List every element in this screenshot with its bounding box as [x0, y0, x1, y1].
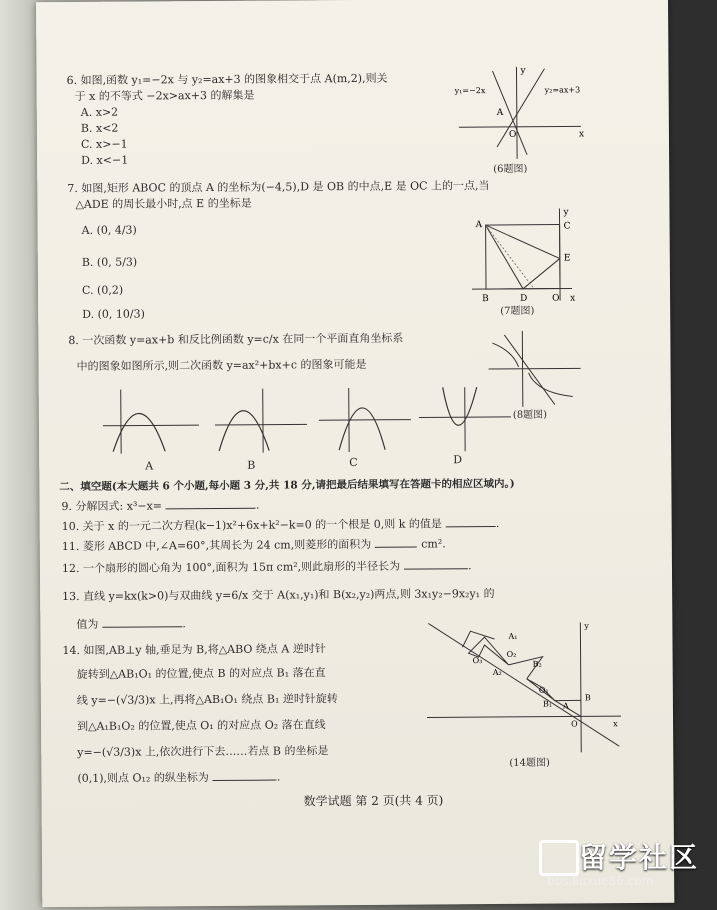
q7-option-b: B. (0, 5/3): [81, 255, 138, 269]
q14-label-o1: O₁: [538, 685, 549, 695]
q14-line2: 旋转到△AB₁O₁ 的位置,使点 B 的对应点 B₁ 落在直: [76, 666, 326, 681]
q14-label-o: O: [571, 719, 578, 729]
q14-y-axis: [580, 622, 581, 752]
q6-y-axis: [516, 67, 517, 159]
q6-label-a: A: [496, 107, 504, 118]
q6-option-b: B. x<2: [80, 121, 119, 135]
q7-caption: (7题图): [500, 305, 535, 317]
q7-label-d: D: [520, 293, 528, 304]
q8-choice-c-label: C: [349, 455, 358, 470]
q14-caption: (14题图): [509, 757, 550, 769]
exam-page: [36, 0, 674, 907]
q8-choice-b-label: B: [247, 458, 256, 472]
q14-line4: 到△A₁B₁O₂ 的位置,使点 O₁ 的对应点 O₂ 落在直线: [77, 718, 326, 733]
q7-stem-line2: △ADE 的周长最小时,点 E 的坐标是: [75, 196, 252, 211]
q8-caption: (8题图): [512, 409, 548, 421]
q7-figure: [467, 204, 578, 305]
q7-stem-line1: 7. 如图,矩形 ABOC 的顶点 A 的坐标为(−4,5),D 是 OB 的中点,E 是 OC 上的一点,当: [67, 179, 490, 195]
q8-choice-a-graph: [99, 385, 209, 456]
q14-label-a: A: [562, 701, 569, 711]
q14-label-o2: O₂: [506, 649, 517, 659]
q7-label-o: O: [552, 293, 560, 304]
q10: 10. 关于 x 的一元二次方程(k−1)x²+6x+k²−k=0 的一个根是 0,则 k 的值是 .: [61, 516, 500, 534]
q14-label-a2: A₂: [492, 667, 502, 678]
q14-label-a1-top: A₁: [508, 631, 518, 641]
q7-segment-de: [523, 259, 560, 289]
q7-label-y: y: [563, 207, 569, 218]
q6-stem-line1: 6. 如图,函数 y₁=−2x 与 y₂=ax+3 的图象相交于点 A(m,2),则关: [66, 71, 388, 87]
q6-caption: (6题图): [493, 163, 528, 176]
q9: 9. 分解因式: x³−x= .: [61, 498, 260, 514]
q7-label-b: B: [482, 294, 489, 305]
q6-label-y: y: [520, 65, 526, 76]
q8-hyperbola-branch-1: [492, 343, 518, 367]
q14-line-neg-sqrt3: [428, 622, 619, 747]
q6-label-y1: y₁=−2x: [454, 86, 486, 96]
q7-label-e: E: [563, 253, 571, 264]
watermark-url: bbs.liuxue86.com: [547, 874, 654, 888]
q7-label-x: x: [570, 293, 576, 304]
q8-choice-d-label: D: [453, 453, 463, 467]
q8-choice-b-graph: [211, 384, 311, 455]
q14-label-b: B: [584, 693, 591, 703]
page-footer: 数学试题 第 2 页(共 4 页): [303, 793, 444, 809]
q14-label-y: y: [584, 621, 589, 631]
q7-label-a: A: [475, 220, 483, 231]
q8-choice-a-label: A: [145, 459, 154, 473]
q7-segment-ad: [486, 225, 523, 289]
q7-helper-line: [486, 225, 534, 289]
q7-segment-ae: [486, 225, 560, 260]
q6-stem-line2: 于 x 的不等式 −2x>ax+3 的解集是: [74, 88, 255, 103]
q8-y-axis: [522, 331, 523, 407]
q6-label-o: O: [508, 129, 517, 140]
q7-rectangle: [486, 225, 560, 290]
q13-line1: 13. 直线 y=kx(k>0)与双曲线 y=6/x 交于 A(x₁,y₁)和 B(x₂,y₂)两点,则 3x₁y₂−9x₂y₁ 的: [62, 587, 495, 604]
q8-choice-d-graph: [415, 383, 515, 454]
q6-option-c: C. x>−1: [80, 137, 128, 151]
q14-label-b2: B₂: [532, 659, 542, 669]
q8-x-axis: [489, 368, 581, 369]
q14-line3: 线 y=−(√3/3)x 上,再将△AB₁O₁ 绕点 B₁ 逆时针旋转: [76, 692, 338, 707]
q8-stem-line2: 中的图象如图所示,则二次函数 y=ax²+bx+c 的图象可能是: [76, 357, 367, 373]
q14-line1: 14. 如图,AB⊥y 轴,垂足为 B,将△ABO 绕点 A 逆时针: [62, 642, 326, 658]
q14-triangle-a2: [462, 631, 494, 647]
q7-option-d: D. (0, 10/3): [82, 307, 145, 321]
q7-label-c: C: [563, 221, 571, 232]
q11: 11. 菱形 ABCD 中,∠A=60°,其周长为 24 cm,则菱形的面积为 cm².: [61, 537, 446, 554]
section2-heading: 二、填空题(本大题共 6 个小题,每小题 3 分,共 18 分,请把最后结果填写在答题卡的相应区域内。): [59, 477, 515, 494]
watermark-title: 留学社区: [579, 841, 700, 874]
q6-label-y2: y₂=ax+3: [544, 85, 581, 95]
q8-stem-line1: 8. 一次函数 y=ax+b 和反比例函数 y=c/x 在同一个平面直角坐标系: [68, 331, 404, 347]
q7-option-a: A. (0, 4/3): [81, 223, 137, 237]
q13-line2: 值为 .: [76, 617, 186, 631]
q14-line6: (0,1),则点 O₁₂ 的纵坐标为 .: [77, 770, 281, 785]
q6-line-y2: [496, 69, 545, 147]
q6-label-x: x: [578, 129, 585, 140]
q14-figure: [422, 616, 623, 757]
q14-label-x: x: [613, 719, 618, 729]
q8-hyperbola-branch-2: [529, 372, 573, 396]
q6-figure: [448, 62, 589, 163]
q12: 12. 一个扇形的圆心角为 100°,面积为 15π cm²,则此扇形的半径长为 .: [61, 559, 472, 576]
q14-x-axis: [427, 716, 621, 717]
q7-option-c: C. (0,2): [81, 283, 124, 297]
q6-option-a: A. x>2: [80, 105, 119, 119]
q6-x-axis: [459, 126, 581, 127]
watermark: [539, 836, 709, 896]
q8-choice-c-graph: [315, 384, 415, 455]
q14-label-o3: O₃: [472, 656, 483, 666]
q14-line5: y=−(√3/3)x 上,依次进行下去……若点 B 的坐标是: [77, 744, 329, 759]
q6-option-d: D. x<−1: [81, 153, 129, 167]
watermark-logo-icon: [539, 840, 579, 876]
q14-label-b1: B₁: [542, 699, 553, 709]
